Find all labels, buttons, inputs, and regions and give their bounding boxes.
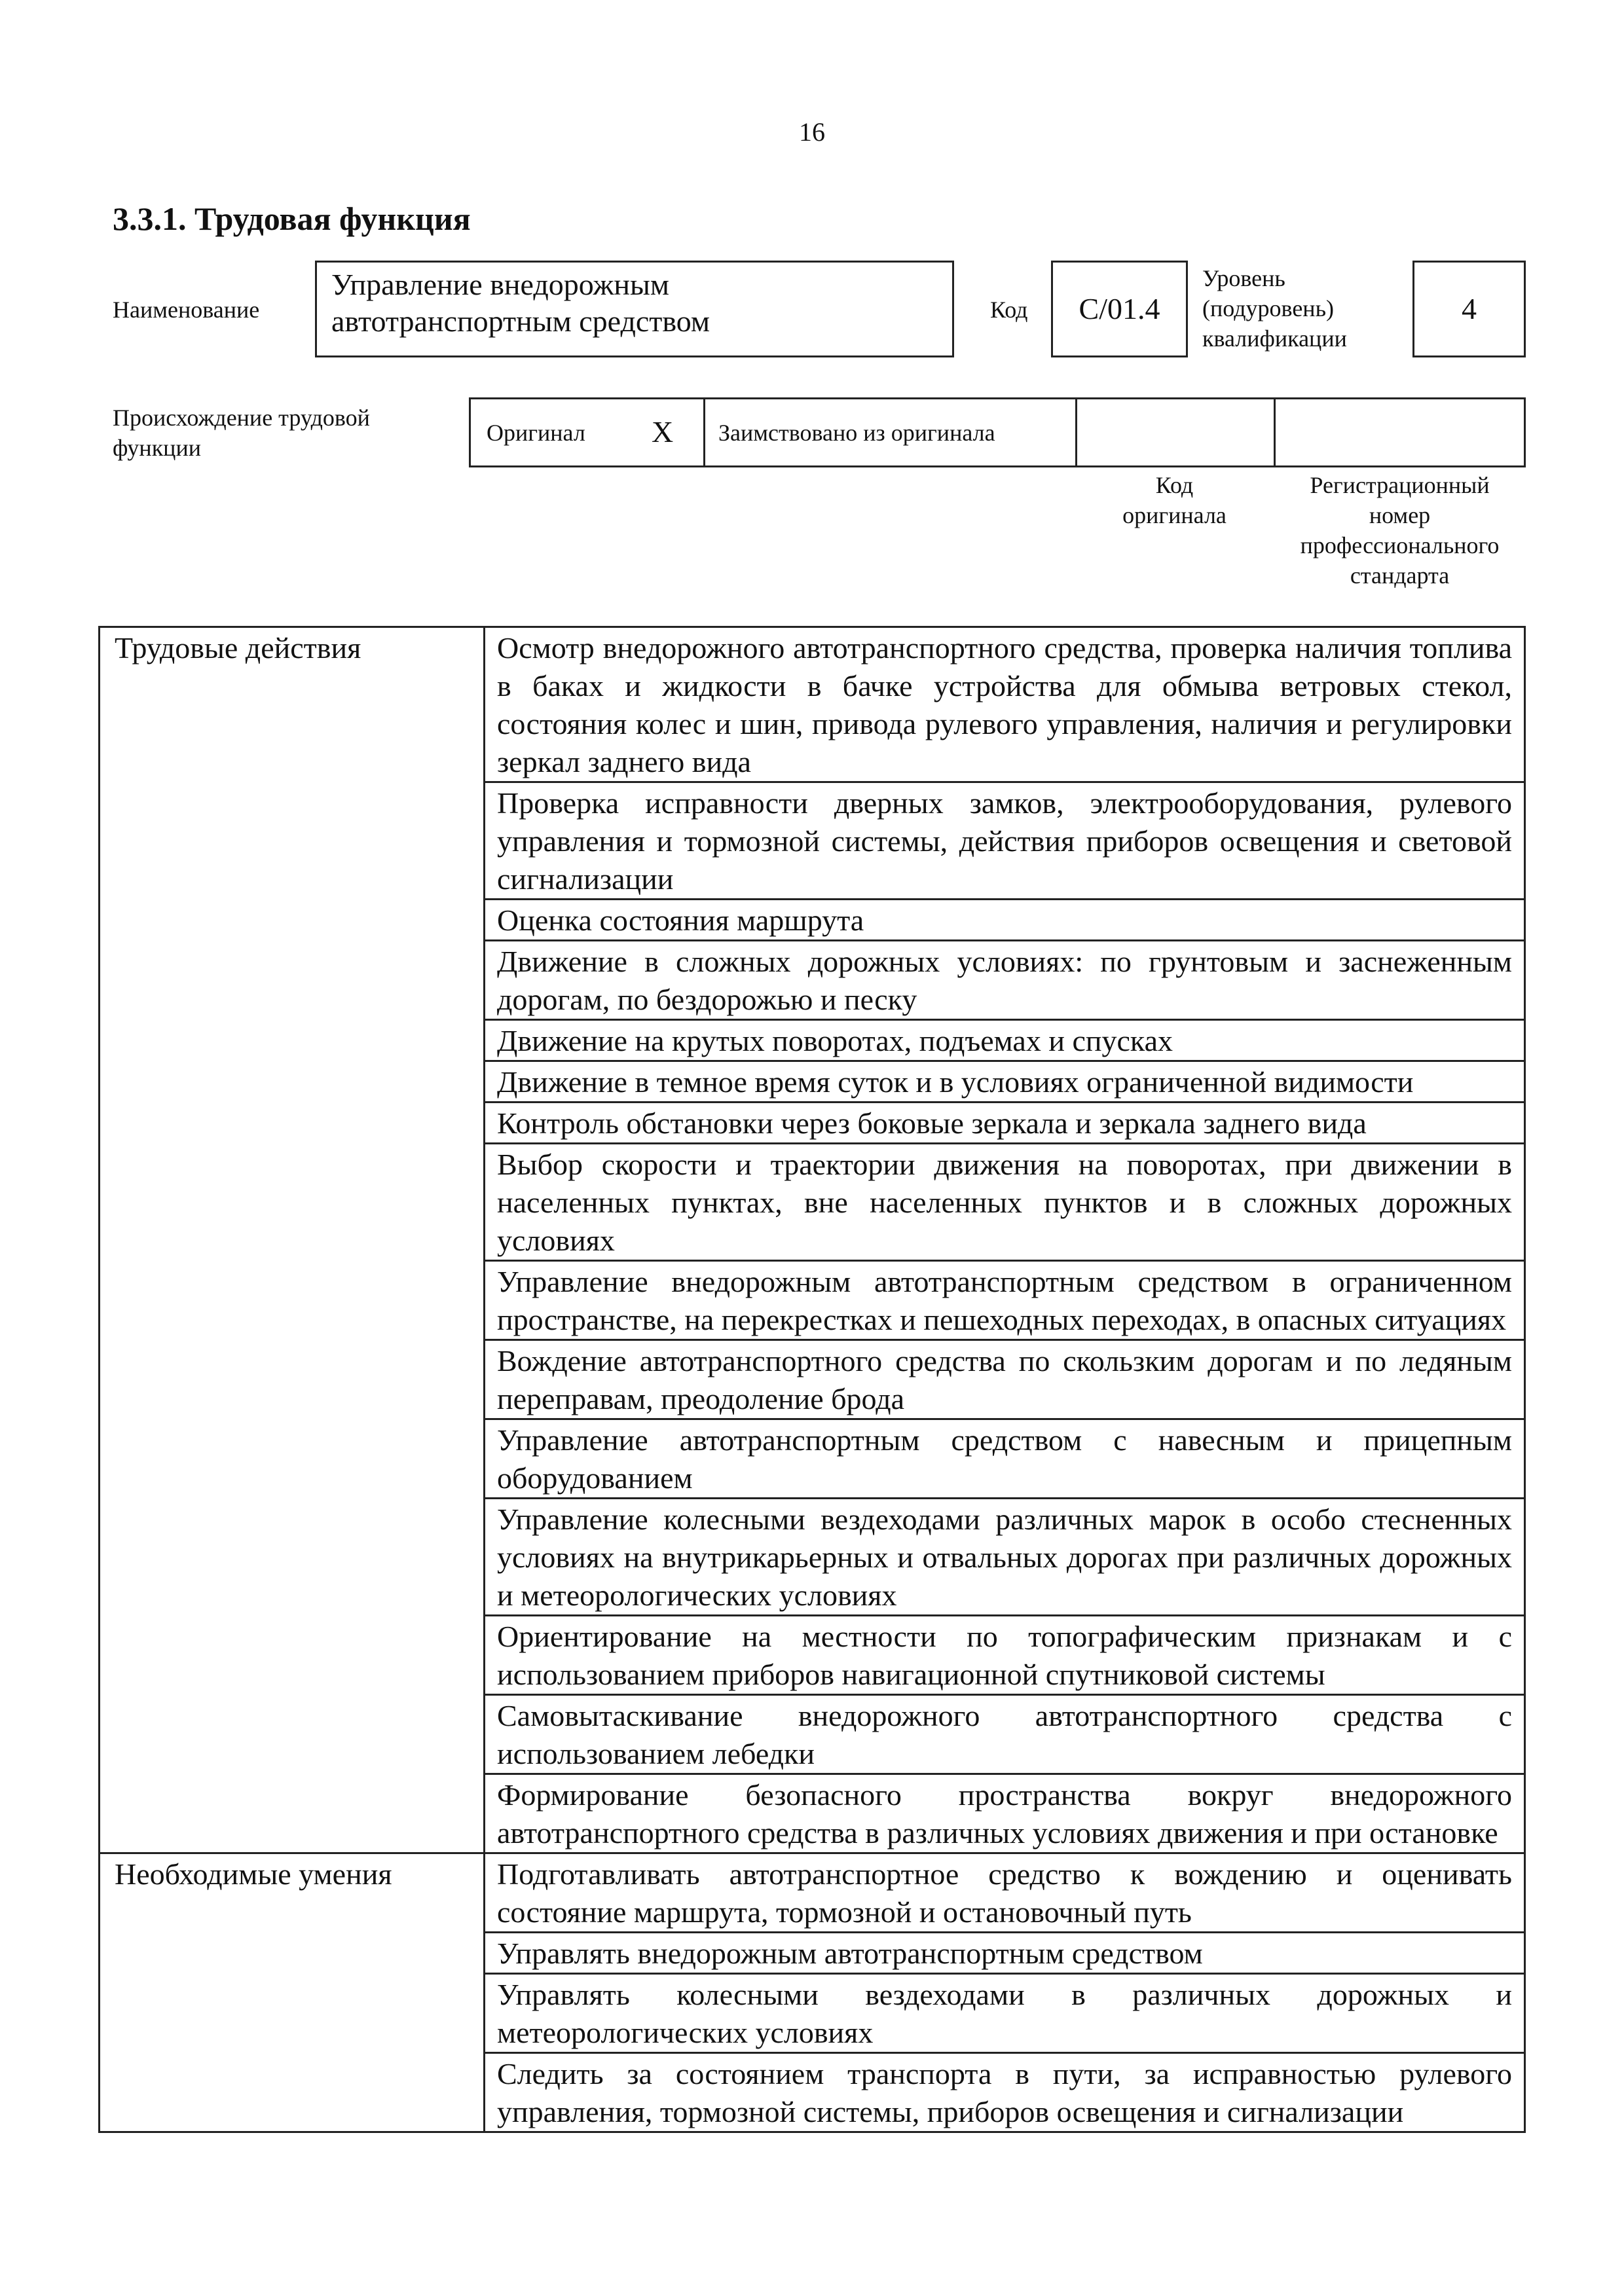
labor-action-item: Выбор скорости и траектории движения на поворотах, при движении в населенных пунктах, вне населенных пунктов и в сложных дорожных условиях [485, 1144, 1525, 1261]
function-name-box [315, 261, 954, 357]
labor-action-item: Управление внедорожным автотранспортным средством в ограниченном пространстве, на перекрестках и пешеходных переходах, в опасных ситуациях [485, 1261, 1525, 1340]
origin-reg-caption-line1: Регистрационный [1310, 472, 1490, 498]
labor-action-item: Осмотр внедорожного автотранспортного средства, проверка наличия топлива в баках и жидкости в бачке устройства для обмыва ветровых стекол, состояния колес и шин, привода рулевого управления, наличия и регулировки зеркал заднего вида [485, 627, 1525, 782]
function-name-line2: автотранспортным средством [331, 304, 710, 338]
level-label [1202, 263, 1347, 354]
origin-reg-caption-line2: номер [1369, 502, 1431, 528]
origin-reg-cell [1276, 399, 1524, 465]
origin-code-caption-line2: оригинала [1122, 502, 1227, 528]
origin-borrowed-label: Заимствовано из оригинала [718, 420, 995, 446]
level-value: 4 [1412, 261, 1526, 357]
skill-item: Управлять внедорожным автотранспортным средством [485, 1933, 1525, 1974]
code-value: C/01.4 [1051, 261, 1188, 357]
section-title: 3.3.1. Трудовая функция [113, 200, 471, 237]
skill-item: Следить за состоянием транспорта в пути, за исправностью рулевого управления, тормозной системы, приборов освещения и сигнализации [485, 2053, 1525, 2132]
labor-action-item: Движение в сложных дорожных условиях: по грунтовым и заснеженным дорогам, по бездорожью и песку [485, 941, 1525, 1020]
level-label-line3: квалификации [1202, 325, 1347, 352]
origin-label [113, 403, 370, 463]
table-row [100, 627, 1525, 782]
origin-original-mark: X [652, 415, 674, 448]
required-skills-label: Необходимые умения [100, 1853, 485, 2132]
labor-action-item: Управление колесными вездеходами различных марок в особо стесненных условиях на внутрикарьерных и отвальных дорогах при различных дорожных и метеорологических условиях [485, 1499, 1525, 1616]
labor-action-item: Вождение автотранспортного средства по скользким дорогам и по ледяным переправам, преодоление брода [485, 1340, 1525, 1419]
origin-reg-caption-line3: профессионального [1300, 532, 1500, 558]
origin-reg-caption-line4: стандарта [1350, 562, 1450, 589]
labor-action-item: Проверка исправности дверных замков, электрооборудования, рулевого управления и тормозной системы, действия приборов освещения и световой сигнализации [485, 782, 1525, 900]
origin-original-label: Оригинал [487, 420, 585, 446]
labor-action-item: Движение в темное время суток и в условиях ограниченной видимости [485, 1061, 1525, 1102]
labor-action-item: Управление автотранспортным средством с навесным и прицепным оборудованием [485, 1419, 1525, 1499]
skill-item: Подготавливать автотранспортное средство к вождению и оценивать состояние маршрута, тормозной и остановочный путь [485, 1853, 1525, 1933]
code-label: Код [990, 297, 1028, 323]
function-table [98, 626, 1526, 2133]
labor-actions-label: Трудовые действия [100, 627, 485, 1853]
labor-action-item: Ориентирование на местности по топографическим признакам и с использованием приборов навигационной спутниковой системы [485, 1616, 1525, 1695]
name-label: Наименование [113, 297, 260, 323]
skill-item: Управлять колесными вездеходами в различных дорожных и метеорологических условиях [485, 1974, 1525, 2053]
function-name-line1: Управление внедорожным [331, 268, 670, 301]
labor-action-item: Движение на крутых поворотах, подъемах и спусках [485, 1020, 1525, 1061]
origin-code-cell [1077, 399, 1276, 465]
origin-code-caption-line1: Код [1155, 472, 1194, 498]
labor-action-item: Контроль обстановки через боковые зеркала и зеркала заднего вида [485, 1102, 1525, 1144]
labor-action-item: Самовытаскивание внедорожного автотранспортного средства с использованием лебедки [485, 1695, 1525, 1774]
origin-row [469, 397, 1526, 467]
table-row [100, 1853, 1525, 1933]
origin-borrowed-cell [705, 399, 1077, 465]
origin-label-line1: Происхождение трудовой [113, 405, 370, 431]
origin-code-caption [1075, 470, 1274, 530]
level-label-line2: (подуровень) [1202, 295, 1334, 321]
level-label-line1: Уровень [1202, 265, 1285, 291]
origin-original-cell [471, 399, 705, 465]
labor-action-item: Формирование безопасного пространства вокруг внедорожного автотранспортного средства в различных условиях движения и при остановке [485, 1774, 1525, 1853]
origin-reg-caption [1274, 470, 1526, 591]
origin-label-line2: функции [113, 435, 201, 461]
labor-action-item: Оценка состояния маршрута [485, 900, 1525, 941]
page-number: 16 [799, 117, 825, 147]
